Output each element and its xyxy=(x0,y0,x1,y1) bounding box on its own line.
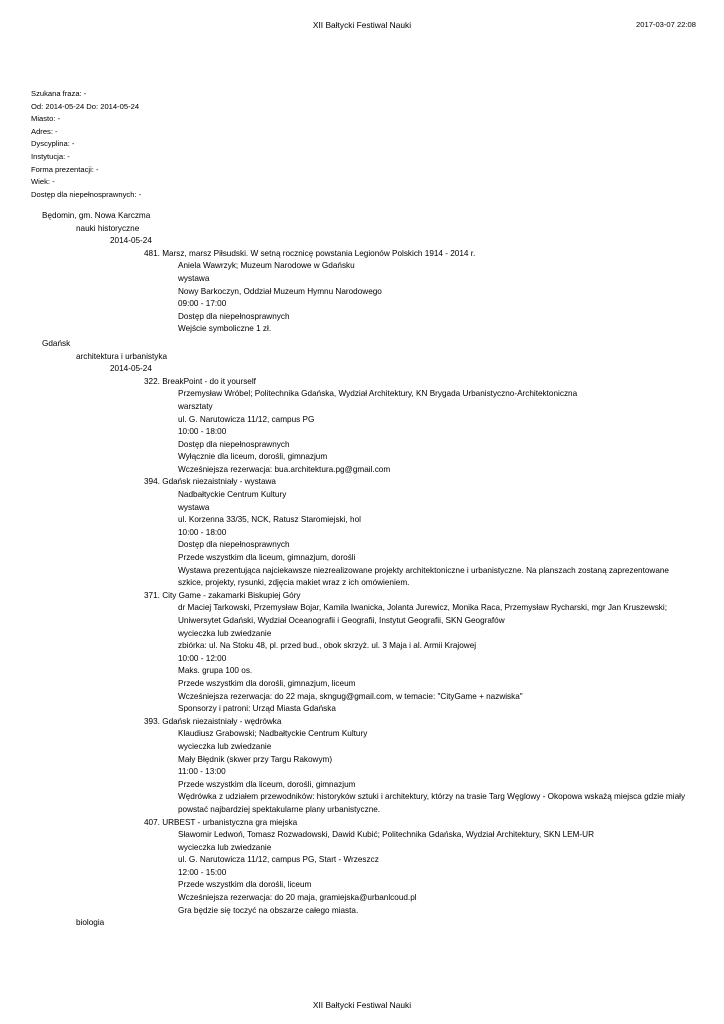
event-detail: Klaudiusz Grabowski; Nadbałtyckie Centrum Kultury xyxy=(178,729,368,739)
filter-line: Instytucja: - xyxy=(31,151,70,161)
header-title: XII Bałtycki Festiwal Nauki xyxy=(312,20,412,30)
event-detail: Wcześniejsza rezerwacja: do 20 maja, gramiejska@urbanlcoud.pl xyxy=(178,893,417,903)
event-detail: Sponsorzy i patroni: Urząd Miasta Gdańska xyxy=(178,704,336,714)
event-detail: 10:00 - 18:00 xyxy=(178,527,227,537)
event-title: 322. BreakPoint - do it yourself xyxy=(144,376,256,386)
event-detail: Przede wszystkim dla dorośli, gimnazjum, liceum xyxy=(178,678,356,688)
category-heading: nauki historyczne xyxy=(76,223,140,233)
event-detail: zbiórka: ul. Na Stoku 48, pl. przed bud., obok skrzyż. ul. 3 Maja i al. Armii Krajowej xyxy=(178,641,477,651)
filter-line: Miasto: - xyxy=(31,114,61,124)
city-heading: Gdańsk xyxy=(42,338,71,348)
page-header xyxy=(0,20,724,34)
event-title: 394. Gdańsk niezaistniały - wystawa xyxy=(144,477,276,487)
event-detail: Mały Błędnik (skwer przy Targu Rakowym) xyxy=(178,754,333,764)
event-detail: dr Maciej Tarkowski, Przemysław Bojar, Kamila Iwanicka, Jolanta Jurewicz, Monika Raca, Przemysław Rycharski, mgr Jan Kruszewski; Uniwersytet Gdański, Wydział Oceanografii i Geografii, Instytut Geografii, SKN Geografów xyxy=(178,603,667,625)
event-detail: ul. G. Narutowicza 11/12, campus PG, Start - Wrzeszcz xyxy=(178,855,379,865)
results-list xyxy=(0,210,724,930)
event-detail: Wyłącznie dla liceum, dorośli, gimnazjum xyxy=(178,452,328,462)
event-detail: 10:00 - 18:00 xyxy=(178,427,227,437)
event-detail: Wejście symboliczne 1 zł. xyxy=(178,324,272,334)
event-detail: Wcześniejsza rezerwacja: bua.architektura.pg@gmail.com xyxy=(178,464,391,474)
date-heading: 2014-05-24 xyxy=(110,236,152,246)
filter-line: Dyscyplina: - xyxy=(31,139,75,149)
filter-line: Wiek: - xyxy=(31,177,55,187)
header-date: 2017-03-07 22:08 xyxy=(636,20,696,29)
event-detail: 09:00 - 17:00 xyxy=(178,299,227,309)
city-heading: Będomin, gm. Nowa Karczma xyxy=(42,211,151,220)
event-detail: ul. G. Narutowicza 11/12, campus PG xyxy=(178,414,315,424)
event-title: 371. City Game - zakamarki Biskupiej Góry xyxy=(144,590,301,600)
event-detail: wycieczka lub zwiedzanie xyxy=(178,741,272,751)
search-filters xyxy=(31,88,141,201)
event-detail: Dostęp dla niepełnosprawnych xyxy=(178,439,290,449)
event-detail: 10:00 - 12:00 xyxy=(178,653,227,663)
event-detail: ul. Korzenna 33/35, NCK, Ratusz Staromiejski, hol xyxy=(178,515,361,525)
filter-line: Szukana fraza: - xyxy=(31,89,87,98)
event-detail: Przede wszystkim dla liceum, gimnazjum, dorośli xyxy=(178,553,356,563)
event-detail: 11:00 - 13:00 xyxy=(178,767,226,777)
event-detail: Nadbałtyckie Centrum Kultury xyxy=(178,490,287,500)
event-title: 481. Marsz, marsz Piłsudski. W setną rocznicę powstania Legionów Polskich 1914 - 2014 r. xyxy=(144,248,476,258)
filter-line: Adres: - xyxy=(31,126,58,136)
event-detail: Aniela Wawrzyk; Muzeum Narodowe w Gdańsku xyxy=(178,261,355,271)
event-detail: Wcześniejsza rezerwacja: do 22 maja, skngug@gmail.com, w temacie: "CityGame + nazwiska" xyxy=(178,691,523,701)
event-detail: Przede wszystkim dla dorośli, liceum xyxy=(178,880,312,890)
event-detail: wystawa xyxy=(178,502,210,512)
category-heading: architektura i urbanistyka xyxy=(76,351,168,361)
event-detail: Maks. grupa 100 os. xyxy=(178,666,253,676)
event-detail: wycieczka lub zwiedzanie xyxy=(178,842,272,852)
event-detail: Przemysław Wróbel; Politechnika Gdańska, Wydział Architektury, KN Brygada Urbanistyczno-Architektoniczna xyxy=(178,389,578,399)
date-heading: 2014-05-24 xyxy=(110,364,152,374)
event-detail: Gra będzie się toczyć na obszarze całego miasta. xyxy=(178,905,359,915)
event-detail: Wystawa prezentująca najciekawsze niezrealizowane projekty architektoniczne i urbanistyczne. Na planszach zostaną zaprezentowane szkice, projekty, rysunki, zdjęcia makiet wraz z ich omówieniem. xyxy=(178,565,669,588)
event-detail: 12:00 - 15:00 xyxy=(178,867,227,877)
event-detail: wystawa xyxy=(178,273,210,283)
filter-line: Od: 2014-05-24 Do: 2014-05-24 xyxy=(31,101,140,111)
event-detail: warsztaty xyxy=(178,401,213,411)
event-detail: Wędrówka z udziałem przewodników: historyków sztuki i architektury, którzy na trasie Targ Węglowy - Okopowa wskażą miejsca gdzie miały powstać najbardziej spektakularne plany urbanistyczne. xyxy=(178,792,686,814)
filter-line: Forma prezentacji: - xyxy=(31,164,99,174)
event-detail: Dostęp dla niepełnosprawnych xyxy=(178,540,290,550)
event-detail: Nowy Barkoczyn, Oddział Muzeum Hymnu Narodowego xyxy=(178,286,382,296)
category-heading: biologia xyxy=(76,918,105,928)
event-detail: Sławomir Ledwoń, Tomasz Rozwadowski, Dawid Kubić; Politechnika Gdańska, Wydział Architektury, SKN LEM-UR xyxy=(178,830,594,840)
event-detail: Dostęp dla niepełnosprawnych xyxy=(178,311,290,321)
filter-line: Dostęp dla niepełnosprawnych: - xyxy=(31,189,142,199)
event-title: 393. Gdańsk niezaistniały - wędrówka xyxy=(144,716,282,726)
event-detail: Przede wszystkim dla liceum, dorośli, gimnazjum xyxy=(178,779,356,789)
event-detail: wycieczka lub zwiedzanie xyxy=(178,628,272,638)
page-footer: XII Bałtycki Festiwal Nauki xyxy=(312,1000,412,1010)
event-title: 407. URBEST - urbanistyczna gra miejska xyxy=(144,817,298,827)
